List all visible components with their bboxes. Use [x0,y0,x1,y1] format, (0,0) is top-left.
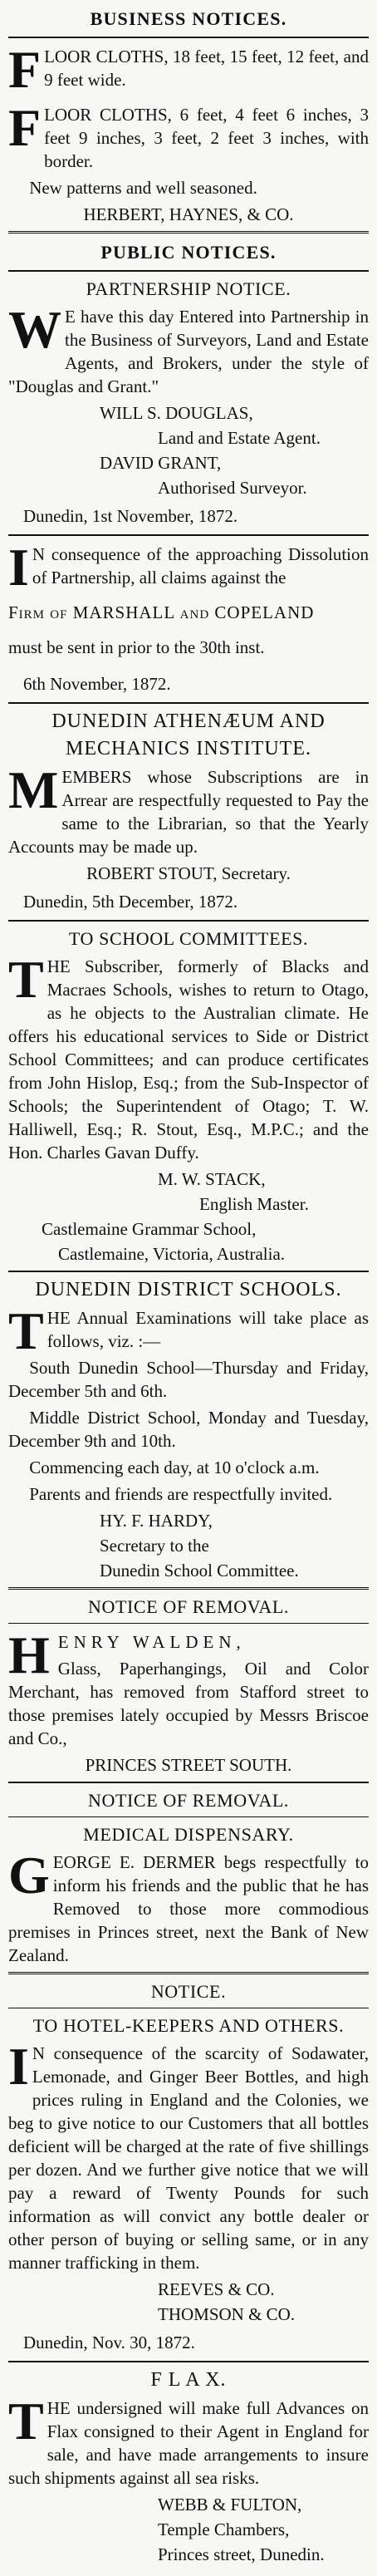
walden-name: HENRY WALDEN, [8,1625,246,1684]
stack-title: English Master. [199,1194,309,1214]
parents-line: Parents and friends are respectfully invited. [29,1484,333,1504]
dissolution-line-1: IN consequence of the approaching Dissolution of Partnership, all claims against the [8,538,369,597]
hotel-keepers-body: IN consequence of the scarcity of Sodawater, Lemonade, and Ginger Beer Bottles, and high prices ruling in England and the Colonies, we beg to give notice to our Customers that all bottles deficient will be charged at the rate of five shillings per dozen. And we further give notice that we will pay a reward of Twenty Pounds for such information as will convict any bottle dealer or other person of buying or selling same, or in any manner trafficking in them. [8,2037,369,2273]
herbert-haynes-signature: HERBERT, HAYNES, & CO. [83,204,294,224]
commencing-line: Commencing each day, at 10 o'clock a.m. [29,1458,320,1477]
hotel-keepers-notice [8,1981,369,2362]
floor-cloths-ad-2: FLOOR CLOTHS, 6 feet, 4 feet 6 inches, 3 feet 9 inches, 3 feet, 2 feet 3 inches, with border. [8,98,369,171]
dissolution-notice [8,538,369,704]
divider [8,1972,369,1974]
athenaeum-title-2: MECHANICS INSTITUTE. [66,738,311,760]
princes-street-address: Princes street, Dunedin. [158,2544,325,2564]
douglas-title: Land and Estate Agent. [158,428,321,448]
dissolution-date: 6th November, 1872. [23,674,171,694]
public-notices-title: PUBLIC NOTICES. [100,242,277,263]
floor-cloths-ad-1: FLOOR CLOTHS, 18 feet, 15 feet, 12 feet, and 9 feet wide. [8,40,369,99]
school-committees-title: TO SCHOOL COMMITTEES. [68,928,309,949]
athenaeum-body: MEMBERS whose Subscriptions are in Arrear are respectfully requested to Pay the same to the Librarian, so that the Yearly Accounts may be made up. [8,760,369,857]
divider [8,2361,369,2362]
grant-signature: DAVID GRANT, [100,453,222,473]
business-notices-title: BUSINESS NOTICES. [90,8,287,29]
hotel-keepers-date: Dunedin, Nov. 30, 1872. [23,2333,195,2352]
school-committees-notice [8,928,369,1272]
public-notices-header [8,242,369,272]
removal-title-1: NOTICE OF REMOVAL. [87,1596,289,1617]
partnership-title: PARTNERSHIP NOTICE. [86,278,291,299]
removal-notice-walden [8,1596,369,1783]
divider [8,1782,369,1783]
partnership-body: WE have this day Entered into Partnership in the Business of Surveyors, Land and Estate Agents, and Brokers, under the style of "Douglas and Grant." [8,300,369,396]
thomson-signature: THOMSON & CO. [158,2304,296,2324]
divider [8,1271,369,1272]
walden-address: PRINCES STREET SOUTH. [85,1755,292,1775]
divider [8,231,369,234]
partnership-notice [8,278,369,536]
middle-district-line: Middle District School, Monday and Tuesday, December 9th and 10th. [8,1408,369,1451]
removal-title-2: NOTICE OF REMOVAL. [87,1790,289,1811]
divider [8,920,369,922]
stack-school: Castlemaine Grammar School, [42,1219,257,1239]
flax-body: THE undersigned will make full Advances on Flax consigned to their Agent in England for sale, and have made arrangements to insure such shipments against all sea risks. [8,2392,369,2488]
grant-title: Authorised Surveyor. [158,478,307,498]
webb-fulton-signature: WEBB & FULTON, [158,2495,302,2515]
dissolution-line-3: must be sent in prior to the 30th inst. [8,637,265,657]
athenaeum-title-1: DUNEDIN ATHENÆUM AND [51,710,326,732]
business-notices-section [8,8,369,234]
dissolution-firm: Firm of MARSHALL and COPELAND [8,602,315,622]
divider [8,1587,369,1590]
dispensary-title: MEDICAL DISPENSARY. [83,1824,294,1845]
stack-signature: M. W. STACK, [158,1169,266,1189]
hardy-title-1: Secretary to the [100,1536,209,1556]
newspaper-page [0,8,377,2576]
divider [8,534,369,536]
flax-title: F L A X. [150,2369,227,2391]
athenaeum-notice [8,710,369,922]
notice-title: NOTICE. [150,1981,227,2002]
district-schools-title: DUNEDIN DISTRICT SCHOOLS. [35,1279,342,1300]
athenaeum-date: Dunedin, 5th December, 1872. [23,892,238,912]
hotel-keepers-title: TO HOTEL-KEEPERS AND OTHERS. [32,2015,345,2036]
divider [8,270,369,272]
reeves-signature: REEVES & CO. [158,2279,275,2299]
floor-cloths-note: New patterns and well seasoned. [29,178,257,198]
divider [8,37,369,38]
hardy-signature: HY. F. HARDY, [100,1511,213,1531]
divider [8,1816,369,1817]
walden-body: Glass, Paperhangings, Oil and Color Merchant, has removed from Stafford street to those premises lately occupied by Messrs Briscoe and Co., [8,1659,369,1748]
district-schools-body: THE Annual Examinations will take place as follows, viz. :— [8,1301,369,1360]
temple-chambers: Temple Chambers, [158,2519,290,2539]
district-schools-notice [8,1279,369,1590]
stout-signature: ROBERT STOUT, Secretary. [86,863,291,883]
douglas-signature: WILL S. DOUGLAS, [100,403,253,423]
divider [8,702,369,704]
dispensary-body: GEORGE E. DERMER begs respectfully to inform his friends and the public that he has Removed to those more commodious premises in Princes street, next the Bank of New Zealand. [8,1846,369,1965]
school-committees-body: THE Subscriber, formerly of Blacks and Macraes Schools, wishes to return to Otago, as he objects to the Australian climate. He offers his educational services to Side or District School Committees; and can produce certificates from John Hislop, Esq.; from the Sub-Inspector of Schools; the Superintendent of Otago; T. W. Halliwell, Esq.; R. Stout, Esq., M.P.C.; and the Hon. Charles Gavan Duffy. [8,950,369,1163]
divider [8,1623,369,1624]
removal-notice-dermer [8,1790,369,1974]
south-dunedin-line: South Dunedin School—Thursday and Friday, December 5th and 6th. [8,1358,369,1401]
stack-place: Castlemaine, Victoria, Australia. [58,1244,286,1264]
partnership-date: Dunedin, 1st November, 1872. [23,506,238,526]
flax-notice [8,2369,369,2566]
hardy-title-2: Dunedin School Committee. [100,1561,299,1581]
